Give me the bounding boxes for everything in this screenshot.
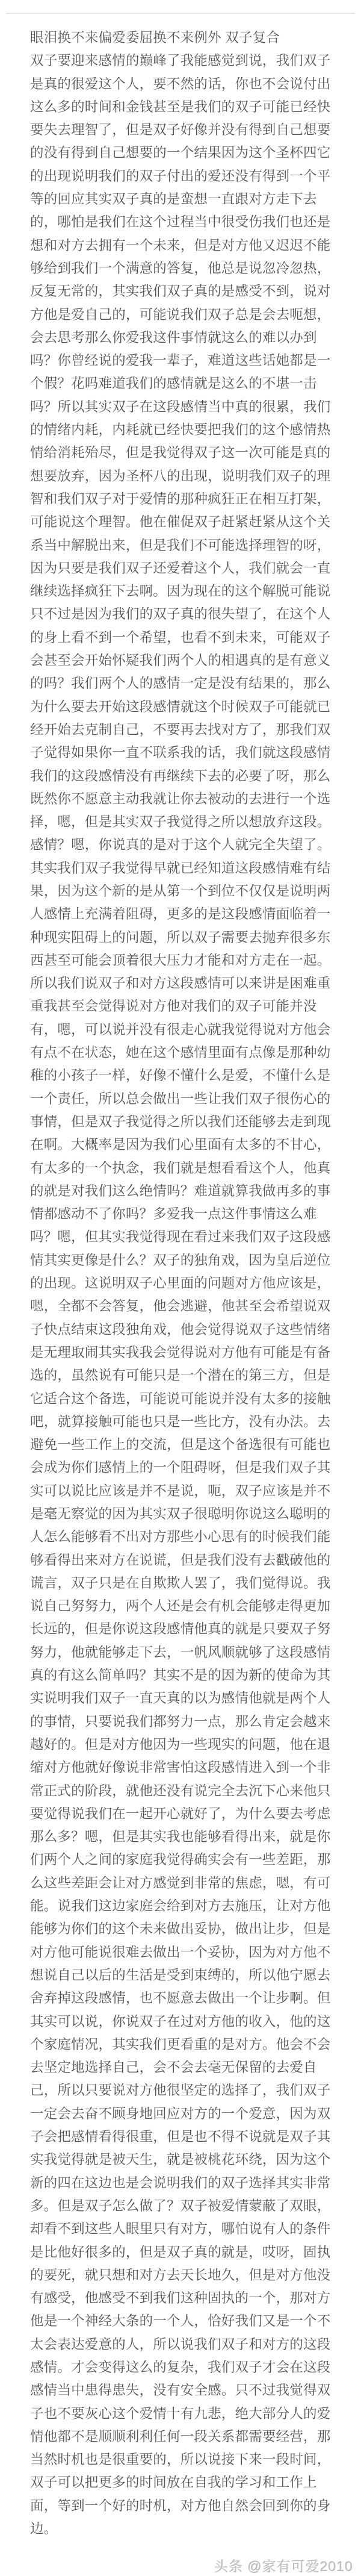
article-line: 一个责任，所以总会做出一些让我们双子很伤心的 [30, 1091, 331, 1106]
article-line: 有点不在状态，她在这个感情里面有点像是那种幼 [30, 1045, 331, 1061]
article-line: 想和对方去拥有一个未来，但是对方他又迟迟不能 [30, 237, 331, 253]
article-line: 人怎么能够看不出对方那些小心思有的时候我们能 [30, 1529, 331, 1545]
article-line: 西甚至可能会顶着很大压力才能和对方走在一起。 [30, 952, 331, 968]
article-line: 智和我们双子对于爱情的那种疯狂正在相互打架， [30, 491, 331, 507]
article-line: 越好的。但是对方他因为一些现实的问题，他在退 [30, 1736, 331, 1752]
article-line: 子快点结束这段独角戏，他会觉得说双子这些情绪 [30, 1321, 331, 1337]
article-line: 的出现说明我们的双子付出的爱还没有得到一个平 [30, 168, 331, 184]
article-line: 们两个人之间的家庭我觉得确实会有一些差距，那 [30, 1852, 331, 1868]
article-line: 吗？嗯，但其实我觉得现在看过来我们双子这段感 [30, 1229, 331, 1245]
article-line: 的要死，就只想和对方去天长地久，但是对方他没 [30, 2267, 331, 2283]
article-line: 会去思考那么你爱我这件事情就这么的难以办到 [30, 329, 317, 345]
article-line: 吗？所以其实双子在这段感情当中真的很累，我们 [30, 399, 331, 414]
article-line: 他是一个神经大条的一个人，恰好我们又是一个不 [30, 2313, 331, 2329]
article-line: 子也不要灰心这个爱情十有九悲，绝大部分人的爱 [30, 2406, 331, 2421]
article-line: 想说自己以后的生活是受到束缚的，所以他宁愿去 [30, 1967, 331, 1983]
article-line: 的没有得到自己想要的一个结果因为这个圣杯四它 [30, 145, 331, 161]
article-line: 缩对方他就好像说非常害怕这段感情进入到一个非 [30, 1760, 331, 1776]
article-line: 真的有这么简单吗？其实不是的因为新的使命为其 [30, 1668, 331, 1683]
article-line: 嗯，全都不会答复，他会逃避，他甚至会希望说双 [30, 1299, 331, 1314]
article-line: 双子可以把更多的时间放在自我的学习和工作上 [30, 2475, 317, 2490]
article-line: 要觉得说我们在一起开心就好了，为什么要去考虑 [30, 1806, 331, 1821]
article-line: 它适合这个备选，可能说可能说并没有太多的接触 [30, 1391, 331, 1406]
article-line: 会成为你们感情上的一个阻碍呀，但是我们双子其 [30, 1460, 331, 1476]
article-line: 己，所以只要说对方他很坚定的选择了，我们双子 [30, 2083, 331, 2098]
article-line: 子会把感情看得很重，但是也不得不说就是双子其 [30, 2129, 331, 2145]
article-line: 可能说这个理智。他在催促双子赶紧赶紧从这个关 [30, 514, 331, 530]
top-divider [6, 13, 355, 14]
article-line: 事情，但是双子我觉得之所以我们还能够去走到现 [30, 1114, 331, 1129]
article-line: 说自己努努力，两个人还是会有机会能够走得更加 [30, 1598, 331, 1614]
article-line: 其实我们双子我觉得早就已经知道这段感情难有结 [30, 860, 331, 876]
article-line: 子觉得如果你一直不联系我的话，我们就这段感情 [30, 745, 331, 761]
article-line: 个假？花吗难道我们的感情就是这么的不堪一击 [30, 376, 317, 391]
article-line: 努力，他就能够走下去，一帆风顺就够了这段感情 [30, 1644, 331, 1660]
article-title: 眼泪换不来偏爱委屈换不来例外 双子复合 [30, 30, 280, 45]
article-line: 够看得出来对方在说谎，但是我们没有去戳破他的 [30, 1552, 331, 1568]
article-line: 所以我们说双子和对方这段感情可以来讲是困难重 [30, 976, 331, 991]
toutiao-watermark: 头条 @家有可爱2010 [214, 2559, 353, 2574]
article-line: 为什么要去开始这段感情就这个时候双子可能就已 [30, 699, 331, 714]
article-line: 反复无常的，其实我们双子真的是感受不到，说对 [30, 284, 331, 299]
article-line: 能够为你们的这个未来做出妥协，做出让步，但是 [30, 1921, 331, 1937]
article-line: 会甚至会开始怀疑我们两个人的相遇真的是有意义 [30, 653, 331, 669]
article-line: 吗？你曾经说的爱我一辈子，难道这些话她都是一 [30, 353, 331, 369]
article-line: 因为只要是我们双子还爱着这个人，我们就会一直 [30, 560, 331, 576]
article-line: 只不过是因为我们的双子真的很失望了，在这个人 [30, 607, 331, 622]
article-line: 稚的小孩子一样，好像不懂什么是爱，不懂什么是 [30, 1068, 331, 1084]
article-line: 方他是爱自己的，可能说我们双子总是会去呃想， [30, 307, 331, 322]
article-line: 实可以说比应该是并不是说，呃，双子应该是并不 [30, 1483, 331, 1499]
article-line: 这么多的时间和金钱甚至是我们的双子可能已经快 [30, 99, 331, 114]
article-line: 太会表达爱意的人，所以说我们双子和对方的这段 [30, 2336, 331, 2352]
article-line: 舍弃掉这段感情，也不愿意去做出一个让步啊。但 [30, 1991, 331, 2006]
article-line: 的出现。这说明双子心里面的问题对方他应该是， [30, 1276, 331, 1291]
article-line: 边。 [30, 2521, 58, 2537]
article-line: 系当中解脱出来，但是我们不可能选择理智的呀， [30, 537, 331, 553]
article-line: 等的回应其实双子真的是蛮想一直跟对方走下去 [30, 192, 317, 207]
article-line: 择，嗯，但是其实双子我觉得之所以想放弃这段。 [30, 814, 331, 830]
article-text [30, 49, 332, 2540]
article-line: 其实可以说，你说双子在过对方他的收入，他的这 [30, 2013, 331, 2029]
article-line: 在啊。大概率是因为我们心里面有太多的不甘心， [30, 1137, 331, 1153]
article-line: 种现实阻碍上的问题，所以双子需要去抛弃很多东 [30, 929, 331, 945]
article-line: 多。但是双子怎么做了？双子被爱情蒙蔽了双眼， [30, 2198, 331, 2213]
article-line: 要失去理智了，但是双子好像并没有得到自己想要 [30, 122, 331, 138]
article-line: 果，因为这个新的是从第一个到位不仅仅是说明两 [30, 883, 331, 899]
article-line: 我们的这段感情没有再继续下去的必要了呀，那么 [30, 768, 331, 784]
article-line: 继续选择疯狂下去啊。因为现在的这个解脱可能说 [30, 584, 331, 599]
article-line: 吧，就算接触可能也只是一些比方，没有办法。去 [30, 1414, 331, 1429]
article-line: 新的四在这边也是会说明我们的双子选择其实非常 [30, 2175, 331, 2191]
article-line: 面，等到一个好的时机，对方他自然会回到你的身 [30, 2498, 331, 2513]
article-line: 感情？嗯，你说真的是对于这个人就完全失望了。 [30, 837, 331, 853]
article-line: 是无理取闹其实我我会觉得说对方他有可能是有备 [30, 1344, 331, 1360]
article-line: 去坚定地选择自己，会不会去毫无保留的去爱自 [30, 2060, 317, 2075]
article-line: 却看不到这些人眼里只有对方，哪怕说有人的条件 [30, 2221, 331, 2237]
article-line: 那么多？嗯，但是其实我也能够看得出来，就是你 [30, 1829, 331, 1845]
article-line: 的，哪怕是我们在这个过程当中很受伤我们也还是 [30, 214, 331, 230]
article-line: 人感情上充满着阻碍，更多的是这段感情面临着一 [30, 906, 331, 922]
article-line: 有感受，他感受不到我们这种固执的一个，那对方 [30, 2291, 331, 2306]
article-line: 一定会去奋不顾身地回应对方的一个爱意，因为双 [30, 2106, 331, 2121]
article-line: 感情。才会变得这么的复杂，我们双子才会在这段 [30, 2359, 331, 2375]
article-line: 的事情，只要说我们都努力一点，那么肯定会越来 [30, 1714, 331, 1729]
article-line: 重我甚至会觉得说对方他对我们的双子可能并没 [30, 999, 317, 1014]
article-line: 感情当中患得患失，没有安全感。只不过我觉得双 [30, 2383, 331, 2398]
article-line: 当然时机也是很重要的，所以说接下来一段时间， [30, 2452, 331, 2468]
article-line: 是比他好很多的，但是双子真的就是，哎呀，固执 [30, 2244, 331, 2260]
article-line: 是毫无察觉的因为其实双子很聪明你说这么聪明的 [30, 1506, 331, 1521]
article-line: 是真的很爱这个人，要不然的话，你也不会说付出 [30, 76, 331, 92]
article-line: 有太多的一个执念，我们就是想看看这个人，他真 [30, 1160, 331, 1176]
article-line: 情都感动不了你吗？多爱我一点这件事情这么难 [30, 1206, 317, 1222]
article-line: 想要放弃，因为圣杯八的出现，说明我们双子的理 [30, 468, 331, 484]
article-line: 的情绪内耗，内耗就已经快要把我们的这个感情热 [30, 422, 331, 438]
article-line: 实我觉得就是被天生，就是被桃花环绕，因为这个 [30, 2152, 331, 2168]
article-line: 的吗？我们两个人的感情一定是没有结果的，那么 [30, 676, 331, 691]
article-line: 情其实更像是什么？双子的独角戏，因为皇后逆位 [30, 1252, 331, 1268]
article-line: 对方他可能说很难去做出一个妥协，因为对方他不 [30, 1944, 331, 1960]
article-line: 经开始去克制自己，不要再去找对方了，那我们双 [30, 722, 331, 737]
article-line: 既然你不愿意主动我就让你去被动的去进行一个选 [30, 791, 331, 806]
article-line: 情他都不是顺顺利利任何一段关系都需要经营，那 [30, 2428, 331, 2444]
article-line: 够给到我们一个满意的答复，他总是说忽冷忽热， [30, 260, 331, 276]
article-line: 的身上看不到一个希望，也看不到未来，可能双子 [30, 629, 331, 645]
article-body [30, 27, 332, 2540]
article-line: 选的，虽然说有可能只是一个潜在的第三方，但是 [30, 1368, 331, 1383]
article-line: 避免一些工作上的交流，但是这个备选很有可能也 [30, 1437, 331, 1453]
article-line: 常正式的阶段，就他还没有说完全去沉下心来他只 [30, 1783, 331, 1798]
article-line: 的就是对我们这么绝情吗？难道就算我做再多的事 [30, 1183, 331, 1199]
article-line: 个家庭情况，其实我们更看重的是对方。他会不会 [30, 2036, 331, 2052]
article-line: 谎言，双子只是在自欺欺人罢了，我们觉得说。我 [30, 1575, 331, 1591]
article-line: 长远的，但是你说这段感情他真的就是只要双子努 [30, 1621, 331, 1637]
article-line: 实说明我们双子一直天真的以为感情他就是两个人 [30, 1691, 331, 1706]
article-line: 有，嗯，可以说并没有很走心就我觉得说对方他会 [30, 1021, 331, 1037]
article-line: 么这些差距会让对方感觉到非常的焦虑，嗯，有可 [30, 1875, 331, 1891]
article-line: 能。说我们这边家庭会给到对方去施压，让对方他 [30, 1898, 331, 1914]
article-line: 情给消耗殆尽，但是我觉得双子这一次可能是真的 [30, 445, 331, 461]
article-line: 双子要迎来感情的巅峰了我能感觉到说，我们双子 [30, 53, 331, 69]
